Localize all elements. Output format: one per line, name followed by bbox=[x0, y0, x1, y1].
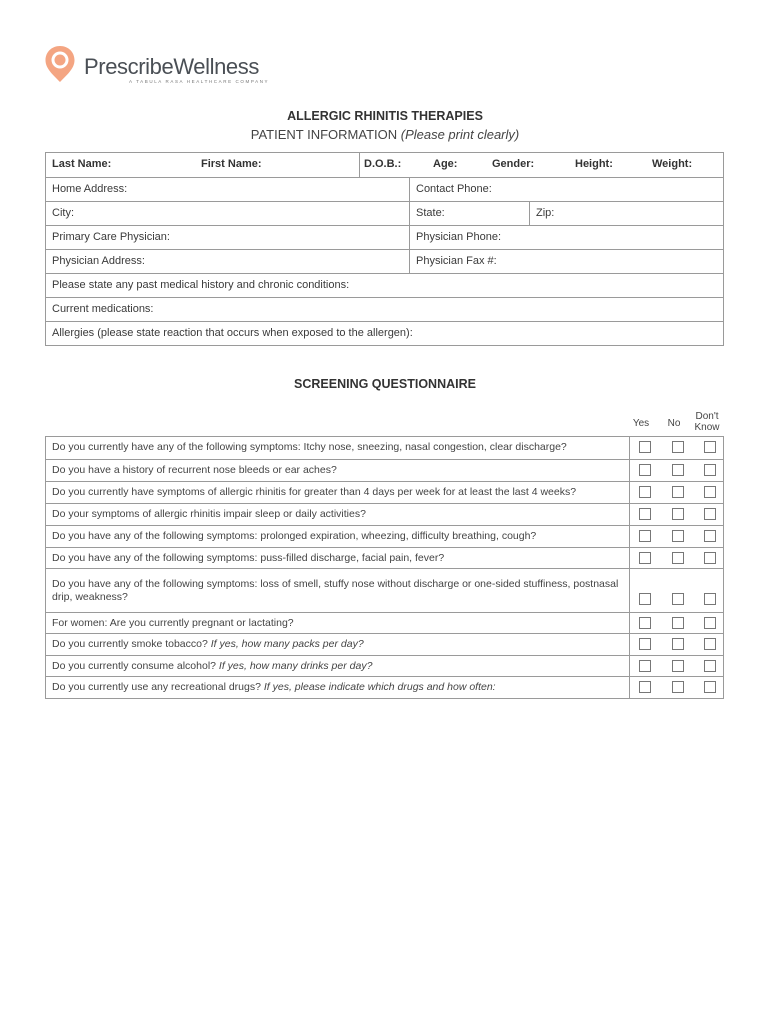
question-row bbox=[46, 568, 723, 612]
form-title: ALLERGIC RHINITIS THERAPIES bbox=[287, 109, 483, 123]
weight-field[interactable]: Weight: bbox=[652, 158, 693, 170]
yes-checkbox[interactable] bbox=[639, 486, 651, 498]
no-checkbox[interactable] bbox=[672, 486, 684, 498]
answer-cell bbox=[629, 504, 726, 525]
subtitle-main: PATIENT INFORMATION bbox=[250, 127, 401, 142]
question-label: Do you currently have symptoms of allergic rhinitis for greater than 4 days per week for at least the last 4 weeks? bbox=[52, 486, 577, 498]
current-medications-field[interactable]: Current medications: bbox=[52, 303, 154, 315]
no-checkbox[interactable] bbox=[672, 530, 684, 542]
home-address-field[interactable]: Home Address: bbox=[52, 183, 128, 195]
question-text bbox=[52, 638, 624, 651]
patient-info-table bbox=[45, 152, 724, 346]
question-row bbox=[46, 612, 723, 633]
yes-checkbox[interactable] bbox=[639, 660, 651, 672]
height-field[interactable]: Height: bbox=[575, 158, 613, 170]
answer-cell bbox=[629, 634, 726, 655]
dont-know-header-line1: Don't bbox=[695, 411, 719, 422]
question-row bbox=[46, 459, 723, 481]
physician-address-field[interactable]: Physician Address: bbox=[52, 255, 145, 267]
question-label: Do you have any of the following symptoms: loss of smell, stuffy nose without discharge or one-sided stuffiness, postnasal drip, weakness? bbox=[52, 578, 619, 603]
answer-cell bbox=[629, 460, 726, 481]
screening-table bbox=[45, 436, 724, 699]
yes-checkbox[interactable] bbox=[639, 508, 651, 520]
answer-cell bbox=[629, 613, 726, 633]
medical-history-field[interactable]: Please state any past medical history and chronic conditions: bbox=[52, 279, 350, 291]
dont-know-checkbox[interactable] bbox=[704, 486, 716, 498]
question-row bbox=[46, 481, 723, 503]
answer-column-headers bbox=[624, 410, 724, 436]
patient-header-row bbox=[46, 153, 723, 177]
question-text bbox=[52, 681, 624, 694]
no-checkbox[interactable] bbox=[672, 681, 684, 693]
dont-know-checkbox[interactable] bbox=[704, 464, 716, 476]
screening-title: SCREENING QUESTIONNAIRE bbox=[294, 377, 476, 391]
patient-row bbox=[46, 201, 723, 225]
answer-cell bbox=[629, 437, 726, 459]
dont-know-checkbox[interactable] bbox=[704, 552, 716, 564]
question-row bbox=[46, 437, 723, 459]
no-checkbox[interactable] bbox=[672, 638, 684, 650]
age-field[interactable]: Age: bbox=[433, 158, 458, 170]
patient-row bbox=[46, 177, 723, 201]
yes-checkbox[interactable] bbox=[639, 464, 651, 476]
answer-cell bbox=[629, 482, 726, 503]
question-note: If yes, how many packs per day? bbox=[210, 638, 364, 650]
city-field[interactable]: City: bbox=[52, 207, 74, 219]
location-pin-icon bbox=[44, 45, 76, 83]
patient-row bbox=[46, 249, 723, 273]
dont-know-checkbox[interactable] bbox=[704, 617, 716, 629]
yes-checkbox[interactable] bbox=[639, 617, 651, 629]
question-label: Do you currently use any recreational drugs? bbox=[52, 681, 264, 693]
physician-phone-field[interactable]: Physician Phone: bbox=[409, 226, 725, 249]
dont-know-checkbox[interactable] bbox=[704, 681, 716, 693]
no-checkbox[interactable] bbox=[672, 617, 684, 629]
question-text bbox=[52, 486, 624, 499]
question-text bbox=[52, 578, 624, 604]
question-label: Do your symptoms of allergic rhinitis impair sleep or daily activities? bbox=[52, 508, 366, 520]
dont-know-checkbox[interactable] bbox=[704, 660, 716, 672]
zip-field[interactable]: Zip: bbox=[529, 202, 725, 225]
no-checkbox[interactable] bbox=[672, 660, 684, 672]
dont-know-checkbox[interactable] bbox=[704, 441, 716, 453]
state-field[interactable]: State: bbox=[409, 202, 529, 225]
question-label: Do you currently have any of the following symptoms: Itchy nose, sneezing, nasal congestion, clear discharge? bbox=[52, 441, 567, 453]
gender-field[interactable]: Gender: bbox=[492, 158, 535, 170]
question-row bbox=[46, 655, 723, 676]
yes-checkbox[interactable] bbox=[639, 441, 651, 453]
answer-cell bbox=[629, 548, 726, 568]
no-checkbox[interactable] bbox=[672, 441, 684, 453]
first-name-field[interactable]: First Name: bbox=[201, 158, 262, 170]
brand-tagline: A TABULA RASA HEALTHCARE COMPANY bbox=[129, 79, 270, 84]
question-label: Do you have a history of recurrent nose bleeds or ear aches? bbox=[52, 464, 337, 476]
question-row bbox=[46, 547, 723, 568]
question-row bbox=[46, 676, 723, 698]
yes-checkbox[interactable] bbox=[639, 593, 651, 605]
question-text bbox=[52, 660, 624, 673]
question-label: Do you have any of the following symptoms: puss-filled discharge, facial pain, fever? bbox=[52, 552, 445, 564]
last-name-field[interactable]: Last Name: bbox=[52, 158, 112, 170]
physician-fax-field[interactable]: Physician Fax #: bbox=[409, 250, 725, 273]
no-checkbox[interactable] bbox=[672, 508, 684, 520]
question-row bbox=[46, 525, 723, 547]
answer-cell bbox=[629, 656, 726, 676]
no-checkbox[interactable] bbox=[672, 552, 684, 564]
allergies-field[interactable]: Allergies (please state reaction that occurs when exposed to the allergen): bbox=[52, 327, 413, 339]
patient-row bbox=[46, 225, 723, 249]
question-label: Do you have any of the following symptoms: prolonged expiration, wheezing, difficulty breathing, cough? bbox=[52, 530, 537, 542]
subtitle-note: (Please print clearly) bbox=[400, 127, 520, 142]
question-text bbox=[52, 530, 624, 543]
yes-column-header: Yes bbox=[632, 418, 650, 429]
yes-checkbox[interactable] bbox=[639, 638, 651, 650]
question-text bbox=[52, 508, 624, 521]
dont-know-checkbox[interactable] bbox=[704, 593, 716, 605]
brand-name: PrescribeWellness bbox=[84, 54, 259, 79]
no-checkbox[interactable] bbox=[672, 464, 684, 476]
form-subtitle bbox=[0, 127, 770, 142]
question-text bbox=[52, 617, 624, 630]
question-row bbox=[46, 633, 723, 655]
patient-row bbox=[46, 273, 723, 297]
answer-cell bbox=[629, 526, 726, 547]
question-label: Do you currently smoke tobacco? bbox=[52, 638, 211, 650]
question-note: If yes, how many drinks per day? bbox=[218, 660, 373, 672]
dont-know-checkbox[interactable] bbox=[704, 508, 716, 520]
question-label: Do you currently consume alcohol? bbox=[52, 660, 219, 672]
question-text bbox=[52, 441, 624, 454]
question-label: For women: Are you currently pregnant or lactating? bbox=[52, 617, 294, 629]
patient-row bbox=[46, 321, 723, 345]
yes-checkbox[interactable] bbox=[639, 681, 651, 693]
dob-field[interactable]: D.O.B.: bbox=[359, 153, 725, 177]
contact-phone-field[interactable]: Contact Phone: bbox=[409, 178, 725, 201]
answer-cell bbox=[629, 677, 726, 698]
question-row bbox=[46, 503, 723, 525]
dont-know-header-line2: Know bbox=[694, 422, 720, 433]
answer-cell bbox=[629, 569, 726, 612]
question-text bbox=[52, 464, 624, 477]
dont-know-checkbox[interactable] bbox=[704, 638, 716, 650]
yes-checkbox[interactable] bbox=[639, 552, 651, 564]
dont-know-checkbox[interactable] bbox=[704, 530, 716, 542]
no-column-header: No bbox=[667, 418, 681, 429]
question-note: If yes, please indicate which drugs and how often: bbox=[263, 681, 496, 693]
patient-row bbox=[46, 297, 723, 321]
no-checkbox[interactable] bbox=[672, 593, 684, 605]
pcp-field[interactable]: Primary Care Physician: bbox=[52, 231, 170, 243]
yes-checkbox[interactable] bbox=[639, 530, 651, 542]
question-text bbox=[52, 552, 624, 565]
